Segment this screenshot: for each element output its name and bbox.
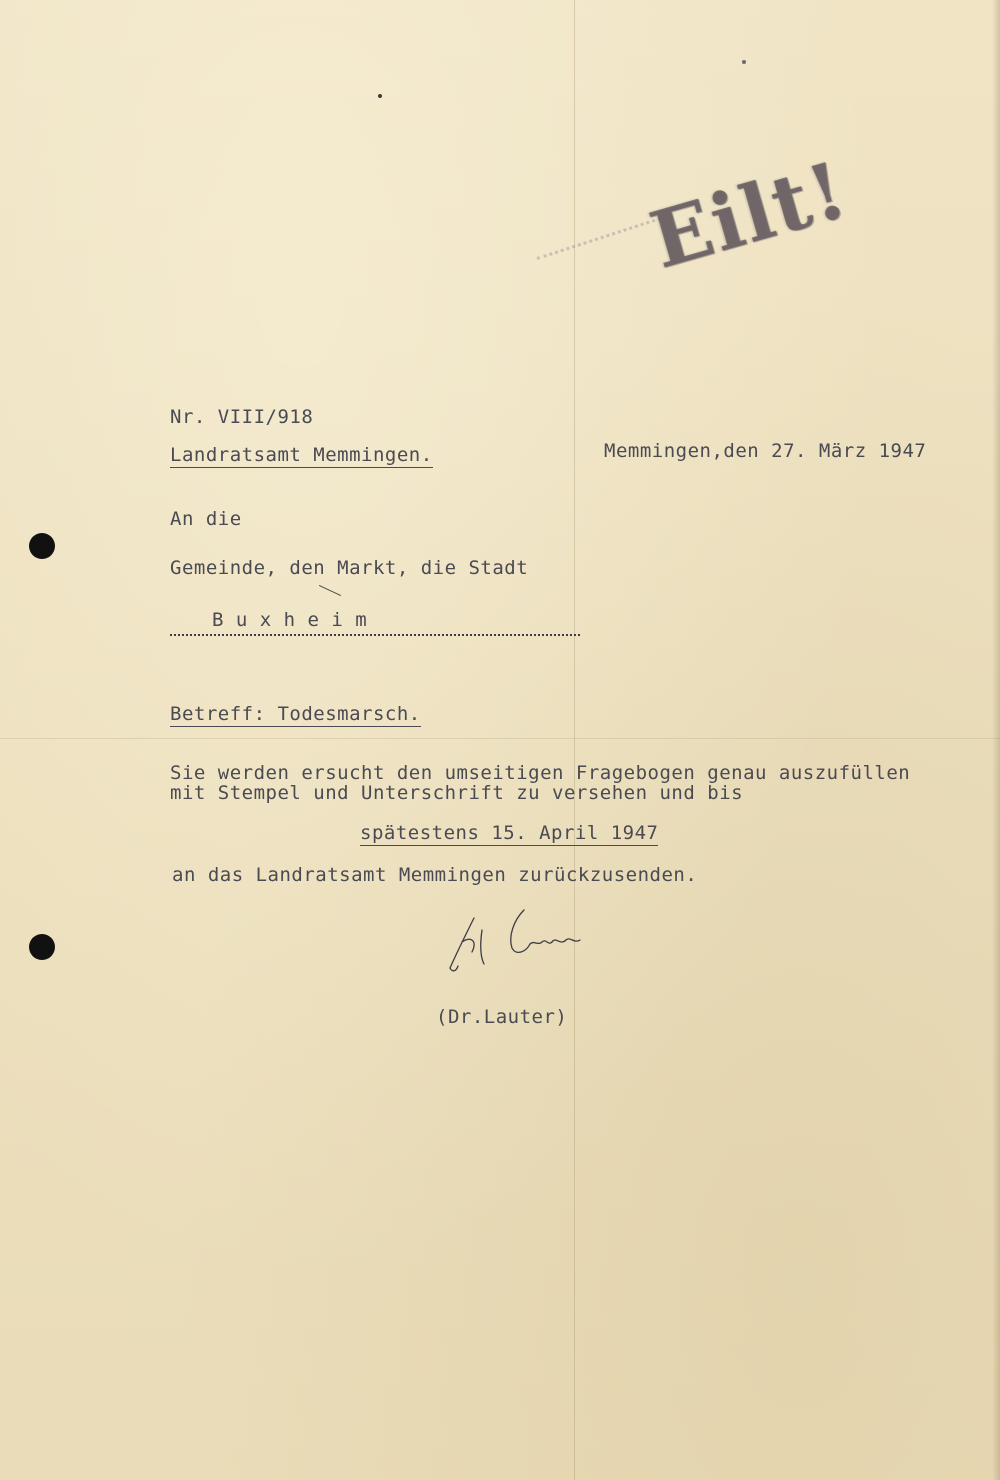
fold-crease-horizontal <box>0 738 1000 739</box>
handwritten-signature <box>440 900 600 980</box>
date-line: Memmingen,den 27. März 1947 <box>604 440 927 462</box>
signatory-name: (Dr.Lauter) <box>436 1006 568 1028</box>
body-line-3: an das Landratsamt Memmingen zurückzusenden. <box>172 864 698 886</box>
ink-speck <box>742 60 746 64</box>
recipient-place: B u x h e i m <box>212 609 368 631</box>
subject-line: Betreff: Todesmarsch. <box>170 703 421 725</box>
recipient-intro: An die <box>170 508 242 530</box>
body-line-1: Sie werden ersucht den umseitigen Fragebogen genau auszufüllen <box>170 762 911 784</box>
deadline: spätestens 15. April 1947 <box>360 822 659 844</box>
sender-office: Landratsamt Memmingen. <box>170 444 433 466</box>
punch-hole-bottom <box>29 934 55 960</box>
strike-mark <box>319 585 341 596</box>
reference-number: Nr. VIII/918 <box>170 406 314 428</box>
urgent-stamp: Eilt! <box>641 144 858 287</box>
recipient-place-underline <box>170 634 580 636</box>
punch-hole-top <box>29 533 55 559</box>
recipient-options: Gemeinde, den Markt, die Stadt <box>170 557 529 579</box>
paper-edge-shadow <box>992 0 1000 1480</box>
ink-speck <box>378 94 382 98</box>
fold-crease-vertical <box>574 0 575 1480</box>
body-line-2: mit Stempel und Unterschrift zu versehen und bis <box>170 782 744 804</box>
